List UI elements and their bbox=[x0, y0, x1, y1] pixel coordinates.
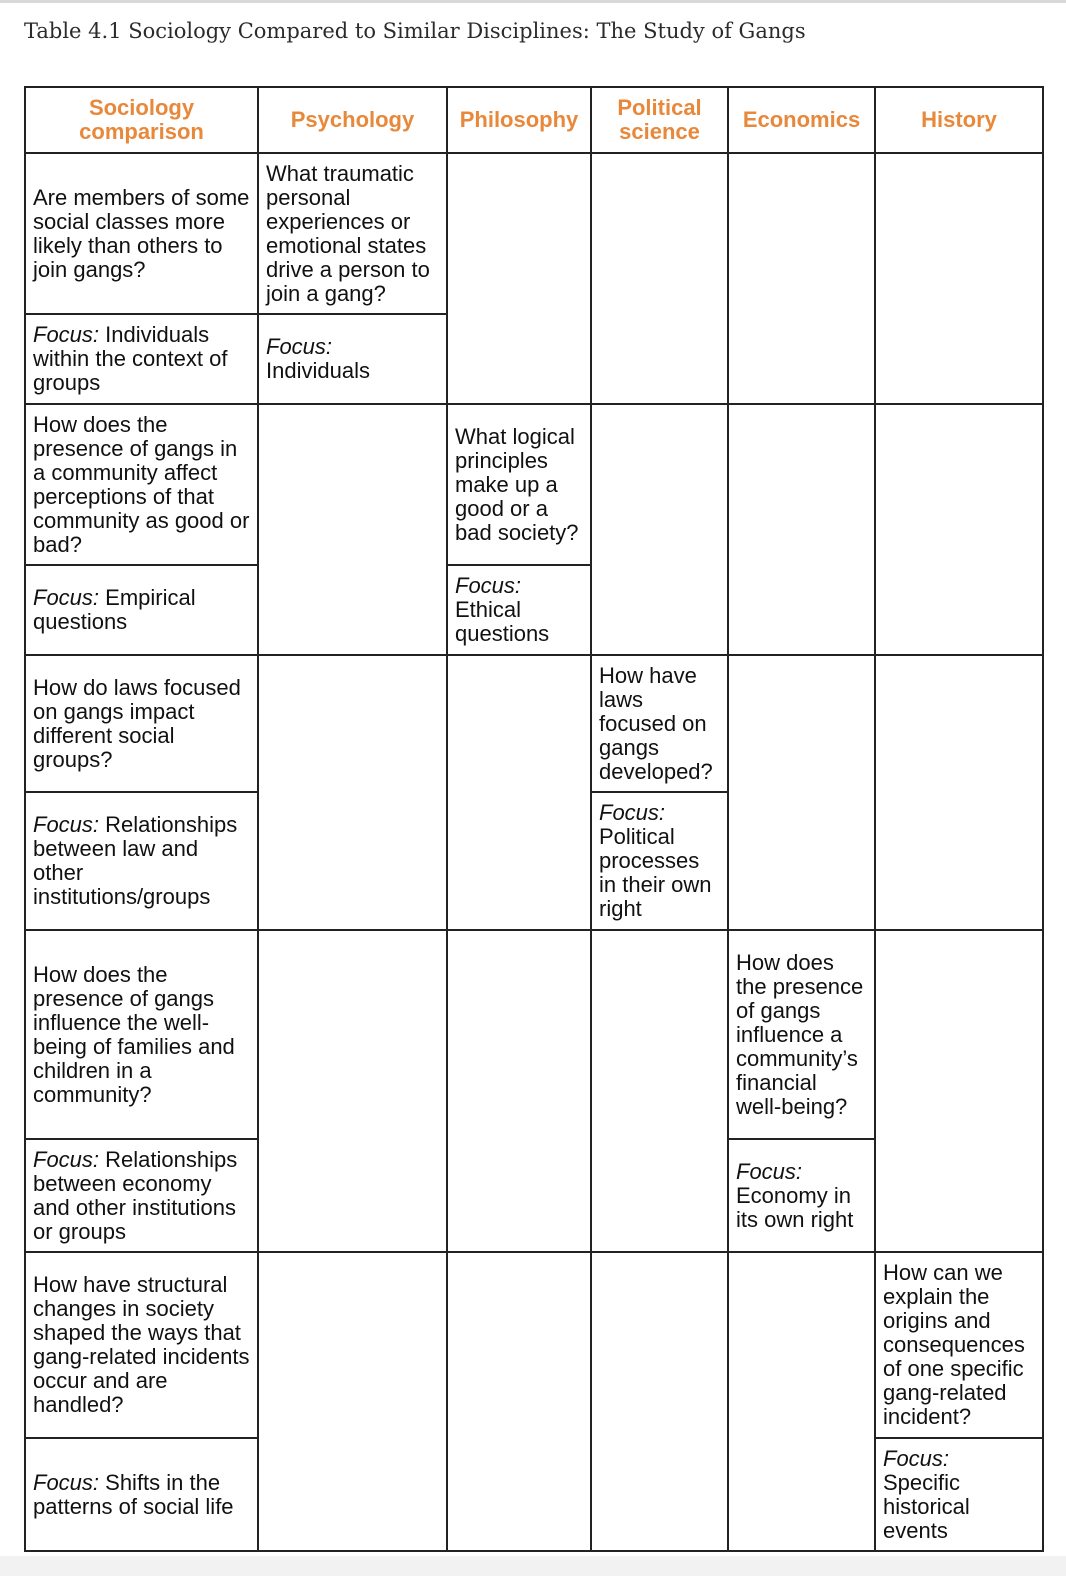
focus-text: Individuals within the context of groups bbox=[33, 322, 228, 395]
empty-cell bbox=[447, 930, 591, 1252]
empty-cell bbox=[447, 153, 591, 404]
empty-cell bbox=[258, 930, 447, 1252]
sociology-focus-cell bbox=[25, 1438, 258, 1551]
sociology-focus-cell bbox=[25, 314, 258, 404]
economics-focus-cell bbox=[728, 1139, 875, 1252]
philosophy-focus-cell bbox=[447, 565, 591, 655]
header-row bbox=[25, 87, 1043, 153]
focus-label: Focus: bbox=[33, 812, 100, 837]
empty-cell bbox=[447, 655, 591, 930]
focus-label: Focus: bbox=[736, 1158, 803, 1184]
sociology-focus-cell bbox=[25, 1139, 258, 1252]
header-economics: Economics bbox=[728, 87, 875, 153]
focus-text: Shifts in the patterns of social life bbox=[33, 1469, 234, 1519]
sociology-focus-cell bbox=[25, 565, 258, 655]
focus-text: Specific historical events bbox=[883, 1469, 970, 1543]
table-row bbox=[25, 655, 1043, 792]
header-sociology: Sociology comparison bbox=[25, 87, 258, 153]
comparison-table bbox=[24, 86, 1044, 1552]
focus-text: Political processes in their own right bbox=[599, 824, 712, 921]
history-focus-cell bbox=[875, 1438, 1043, 1551]
empty-cell bbox=[591, 930, 728, 1252]
political-science-focus-cell bbox=[591, 792, 728, 930]
table-row bbox=[25, 404, 1043, 565]
focus-text: Ethical questions bbox=[455, 597, 550, 646]
economics-question-cell: How does the presence of gangs influence a community’s financial well-being? bbox=[728, 930, 875, 1139]
philosophy-question-cell: What logical principles make up a good or a bad society? bbox=[447, 404, 591, 565]
sociology-question-cell: How does the presence of gangs in a community affect perceptions of that community as good or bad? bbox=[25, 404, 258, 565]
empty-cell bbox=[875, 655, 1043, 930]
psychology-question-cell: What traumatic personal experiences or emotional states drive a person to join a gang? bbox=[258, 153, 447, 314]
header-political-science: Political science bbox=[591, 87, 728, 153]
empty-cell bbox=[447, 1252, 591, 1551]
sociology-question-cell: Are members of some social classes more likely than others to join gangs? bbox=[25, 153, 258, 314]
empty-cell bbox=[258, 655, 447, 930]
focus-text: Economy in its own right bbox=[736, 1182, 854, 1232]
table-row bbox=[25, 930, 1043, 1139]
psychology-focus-cell bbox=[258, 314, 447, 404]
empty-cell bbox=[875, 930, 1043, 1252]
empty-cell bbox=[875, 404, 1043, 655]
empty-cell bbox=[591, 1252, 728, 1551]
header-psychology: Psychology bbox=[258, 87, 447, 153]
focus-label: Focus: bbox=[33, 585, 100, 610]
header-history: History bbox=[875, 87, 1043, 153]
empty-cell bbox=[728, 153, 875, 404]
focus-label: Focus: bbox=[883, 1445, 950, 1471]
empty-cell bbox=[728, 1252, 875, 1551]
focus-text: Relationships between law and other institutions/groups bbox=[33, 812, 238, 909]
empty-cell bbox=[591, 404, 728, 655]
empty-cell bbox=[875, 153, 1043, 404]
focus-text: Empirical questions bbox=[33, 585, 196, 634]
sociology-focus-cell bbox=[25, 792, 258, 930]
focus-label: Focus: bbox=[33, 322, 100, 347]
political-science-question-cell: How have laws focused on gangs developed? bbox=[591, 655, 728, 792]
focus-label: Focus: bbox=[599, 800, 666, 825]
empty-cell bbox=[258, 1252, 447, 1551]
table-row bbox=[25, 153, 1043, 314]
sociology-question-cell: How does the presence of gangs influence the well-being of families and children in a community? bbox=[25, 930, 258, 1139]
focus-text: Individuals bbox=[266, 358, 370, 383]
history-question-cell: How can we explain the origins and consequences of one specific gang-related incident? bbox=[875, 1252, 1043, 1438]
header-philosophy: Philosophy bbox=[447, 87, 591, 153]
sociology-question-cell: How have structural changes in society shaped the ways that gang-related incidents occur and are handled? bbox=[25, 1252, 258, 1438]
focus-label: Focus: bbox=[33, 1146, 100, 1172]
focus-label: Focus: bbox=[266, 334, 333, 359]
focus-text: Relationships between economy and other institutions or groups bbox=[33, 1146, 238, 1244]
empty-cell bbox=[728, 655, 875, 930]
sociology-question-cell: How do laws focused on gangs impact different social groups? bbox=[25, 655, 258, 792]
bottom-margin bbox=[0, 1556, 1066, 1576]
empty-cell bbox=[728, 404, 875, 655]
top-border bbox=[0, 0, 1066, 3]
table-row bbox=[25, 1252, 1043, 1438]
table-caption: Table 4.1 Sociology Compared to Similar Disciplines: The Study of Gangs bbox=[24, 19, 806, 43]
focus-label: Focus: bbox=[455, 573, 522, 598]
empty-cell bbox=[591, 153, 728, 404]
empty-cell bbox=[258, 404, 447, 655]
focus-label: Focus: bbox=[33, 1469, 100, 1495]
